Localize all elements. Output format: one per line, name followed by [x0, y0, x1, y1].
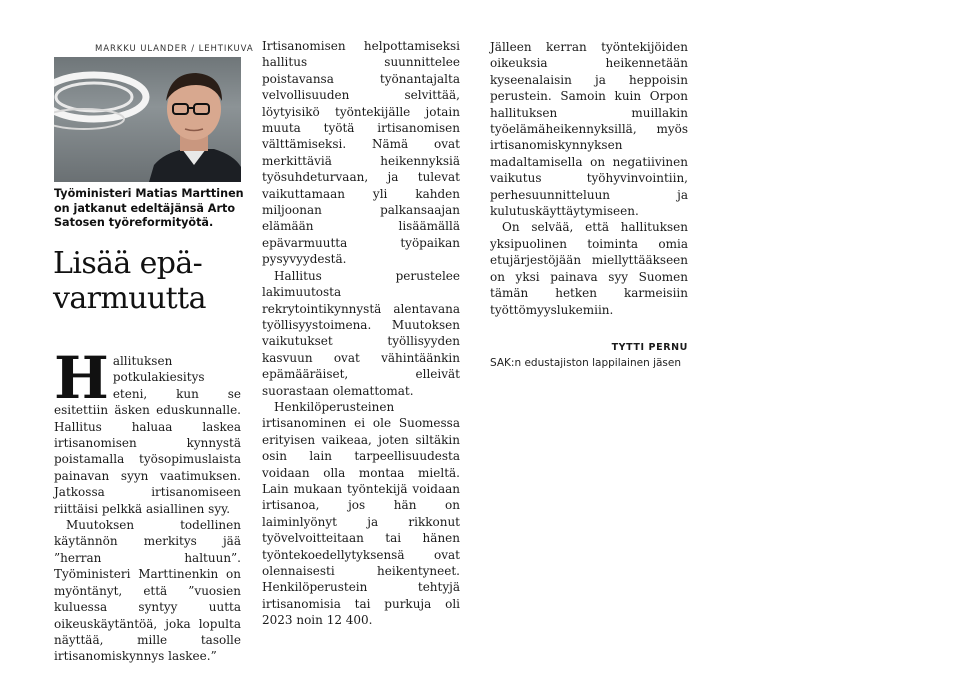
- paragraph: Muutoksen todellinen käytännön merkitys jää ”herran haltuun”. Työministeri Marttinenkin on myöntänyt, että ”vuosien kuluessa syntyy uutta oikeuskäytäntöä, joka lopulta näyttää, mille tasolle irtisanomiskynnys laskee.”: [54, 518, 241, 664]
- portrait-photo: [54, 57, 241, 182]
- photo-caption: Työministeri Matias Marttinen on jatkanut edeltäjänsä Arto Satosen työreformityötä.: [54, 187, 244, 230]
- article-column-1: [54, 344, 241, 665]
- author-role: SAK:n edustajiston lappilainen jäsen: [490, 357, 682, 369]
- paragraph: On selvää, että hallituksen yksipuolinen toiminta omia etujärjestöjään miellyttääkseen on yksi painava syy Suomen tämän hetken karmeisiin työttömyyslukemiin.: [490, 220, 688, 317]
- photo-credit: MARKKU ULANDER / LEHTIKUVA: [95, 44, 254, 54]
- paragraph: Hallitus perustelee lakimuutosta rekrytointikynnystä alentavana työllisyystoimena. Muutoksen vaikutukset työllisyyden kasvuun ovat vähintäänkin epämääräiset, elleivät suorastaan olemattomat.: [262, 268, 460, 398]
- drop-cap: H: [54, 344, 109, 412]
- headline: Lisää epä-varmuutta: [53, 246, 206, 316]
- article-column-2: [262, 38, 460, 629]
- portrait-illustration: [54, 57, 241, 182]
- article-column-3: [490, 39, 688, 318]
- paragraph: Irtisanomisen helpottamiseksi hallitus suunnittelee poistavansa työnantajalta velvollisuuden selvittää, löytyisikö työntekijälle jotain muuta työtä irtisanomisen välttämiseksi. Nämä ovat merkittäviä heikennyksiä työsuhdeturvaan, ja tulevat vaikuttamaan yli kahden miljoonan palkansaajan elämään lisäämällä epävarmuutta työpaikan pysyvyydestä.: [262, 39, 460, 267]
- paragraph: Henkilöperusteinen irtisanominen ei ole Suomessa erityisen vaikeaa, joten siltäkin osin lain tarpeellisuudesta voidaan olla montaa mieltä. Lain mukaan työntekijä voidaan irtisanoa, jos hän on laiminlyönyt ja rikkonut työvelvoitteitaan tai hänen työntekoedellytyksensä ovat olennaisesti heikentyneet. Henkilöperustein tehtyjä irtisanomisia tai purkuja oli 2023 noin 12 400.: [262, 399, 460, 628]
- paragraph: Hallituksen potkulakiesitys eteni, kun se esitettiin äsken eduskunnalle. Hallitus haluaa laskea irtisanomisen kynnystä poistamalla työsopimuslaista painavan syyn vaatimuksen. Jatkossa irtisanomiseen riittäisi pelkkä asiallinen syy.: [54, 344, 241, 516]
- author-name: TYTTI PERNU: [611, 342, 688, 353]
- paragraph: Jälleen kerran työntekijöiden oikeuksia heikennetään kyseenalaisin ja heppoisin perustein. Samoin kuin Orpon hallituksen muillakin työelämäheikennyksillä, myös irtisanomiskynnyksen madaltamisella on negatiivinen vaikutus työhyvinvointiin, perhesuunnitteluun ja kulutuskäyttäytymiseen.: [490, 40, 688, 219]
